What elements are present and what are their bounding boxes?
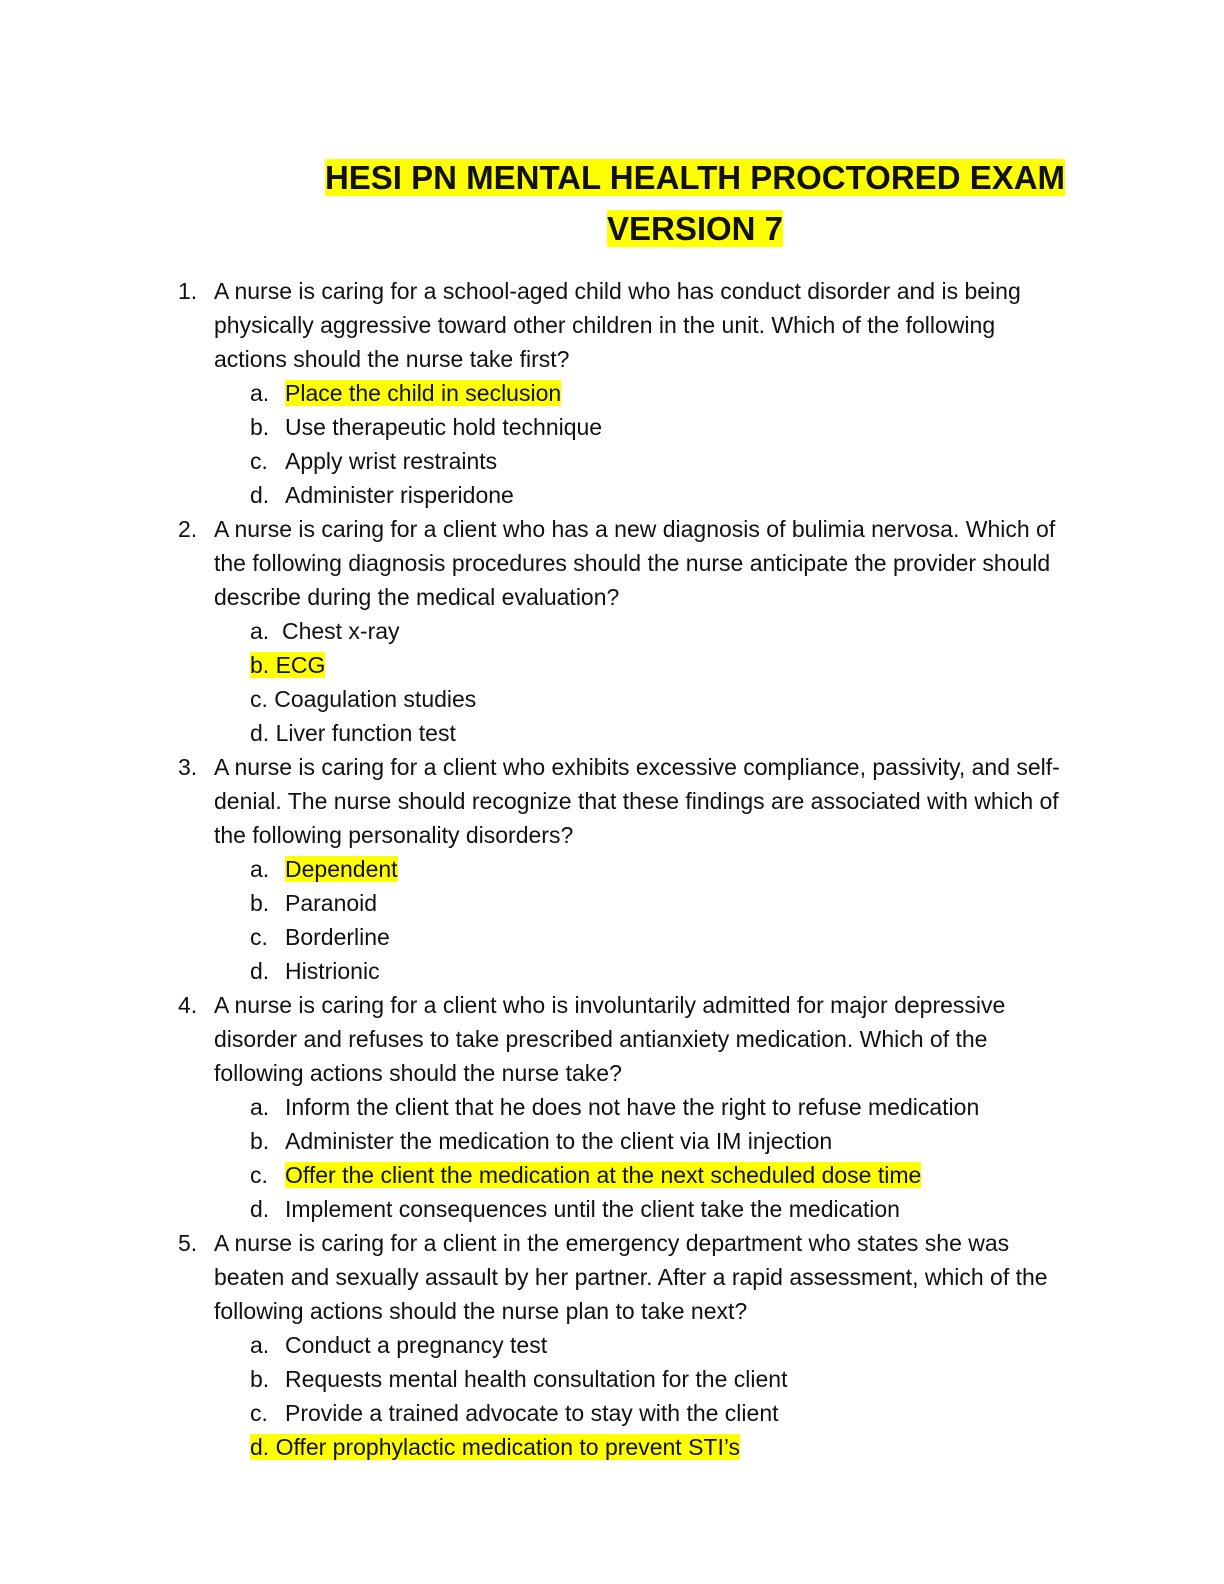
option-text: Histrionic — [285, 958, 380, 984]
option-text: c. Coagulation studies — [250, 686, 477, 712]
option-text-highlighted: d. Offer prophylactic medication to prevent STI’s — [250, 1434, 741, 1460]
question-3-option-a — [0, 852, 1035, 886]
title-line-2-text: VERSION 7 — [606, 210, 784, 247]
question-list — [0, 274, 1224, 1464]
option-text: Provide a trained advocate to stay with the client — [285, 1400, 779, 1426]
question-1-option-c — [0, 444, 1035, 478]
question-5-option-b — [0, 1362, 1035, 1396]
option-text: Borderline — [285, 924, 390, 950]
option-letter: c. — [250, 924, 268, 950]
option-letter: b. — [250, 1128, 270, 1154]
question-number: 3. — [178, 754, 198, 780]
question-text: A nurse is caring for a school-aged child who has conduct disorder and is being physically aggressive toward other children in the unit. Which of the following actions should the nurse take first? — [214, 278, 1021, 372]
question-5 — [0, 1226, 1074, 1328]
question-text: A nurse is caring for a client who exhibits excessive compliance, passivity, and self-denial. The nurse should recognize that these findings are associated with which of the following personality disorders? — [214, 754, 1060, 848]
title-line-1-text: HESI PN MENTAL HEALTH PROCTORED EXAM — [324, 159, 1066, 196]
option-letter: c. — [250, 448, 268, 474]
exam-title — [180, 152, 1210, 254]
question-5-option-d — [0, 1430, 1000, 1464]
question-4-option-d — [0, 1192, 1035, 1226]
option-letter: a. — [250, 1332, 270, 1358]
question-2-option-c — [0, 682, 1000, 716]
question-number: 4. — [178, 992, 198, 1018]
question-2-option-a — [0, 614, 1000, 648]
question-text: A nurse is caring for a client who is involuntarily admitted for major depressive disorder and refuses to take prescribed antianxiety medication. Which of the following actions should the nurse take? — [214, 992, 1006, 1086]
option-letter: d. — [250, 1196, 270, 1222]
question-1-option-b — [0, 410, 1035, 444]
question-2 — [0, 512, 1074, 614]
option-text: Administer risperidone — [285, 482, 514, 508]
question-4-option-c — [0, 1158, 1035, 1192]
question-text: A nurse is caring for a client who has a new diagnosis of bulimia nervosa. Which of the following diagnosis procedures should the nurse anticipate the provider should describe during the medical evaluation? — [214, 516, 1056, 610]
option-text: d. Liver function test — [250, 720, 456, 746]
question-3-option-b — [0, 886, 1035, 920]
option-letter: a. — [250, 856, 270, 882]
exam-title-line-2 — [180, 203, 1210, 254]
option-text: Inform the client that he does not have the right to refuse medication — [285, 1094, 980, 1120]
question-number: 2. — [178, 516, 198, 542]
question-5-option-a — [0, 1328, 1035, 1362]
option-letter: b. — [250, 1366, 270, 1392]
option-letter: c. — [250, 1162, 268, 1188]
question-2-option-b — [0, 648, 1000, 682]
option-text-highlighted: Place the child in seclusion — [285, 380, 562, 406]
question-5-option-c — [0, 1396, 1035, 1430]
question-1-option-d — [0, 478, 1035, 512]
option-text: Conduct a pregnancy test — [285, 1332, 548, 1358]
option-text: Paranoid — [285, 890, 378, 916]
question-text: A nurse is caring for a client in the emergency department who states she was beaten and sexually assault by her partner. After a rapid assessment, which of the following actions should the nurse plan to take next? — [214, 1230, 1048, 1324]
question-number: 1. — [178, 278, 198, 304]
question-4-option-b — [0, 1124, 1035, 1158]
question-1-option-a — [0, 376, 1035, 410]
option-letter: d. — [250, 482, 270, 508]
option-text-highlighted: Dependent — [285, 856, 398, 882]
option-text: a. Chest x-ray — [250, 618, 400, 644]
option-text: Administer the medication to the client via IM injection — [285, 1128, 833, 1154]
option-text-highlighted: b. ECG — [250, 652, 326, 678]
question-4-option-a — [0, 1090, 1035, 1124]
option-text: Apply wrist restraints — [285, 448, 498, 474]
question-1 — [0, 274, 1074, 376]
option-letter: b. — [250, 890, 270, 916]
option-text: Use therapeutic hold technique — [285, 414, 603, 440]
option-text-highlighted: Offer the client the medication at the next scheduled dose time — [285, 1162, 922, 1188]
question-4 — [0, 988, 1074, 1090]
question-3-option-c — [0, 920, 1035, 954]
question-2-option-d — [0, 716, 1000, 750]
option-text: Implement consequences until the client take the medication — [285, 1196, 900, 1222]
option-letter: a. — [250, 380, 270, 406]
option-letter: a. — [250, 1094, 270, 1120]
question-3 — [0, 750, 1074, 852]
exam-title-line-1 — [180, 152, 1210, 203]
question-3-option-d — [0, 954, 1035, 988]
option-letter: c. — [250, 1400, 268, 1426]
option-letter: b. — [250, 414, 270, 440]
question-number: 5. — [178, 1230, 198, 1256]
option-text: Requests mental health consultation for the client — [285, 1366, 788, 1392]
option-letter: d. — [250, 958, 270, 984]
